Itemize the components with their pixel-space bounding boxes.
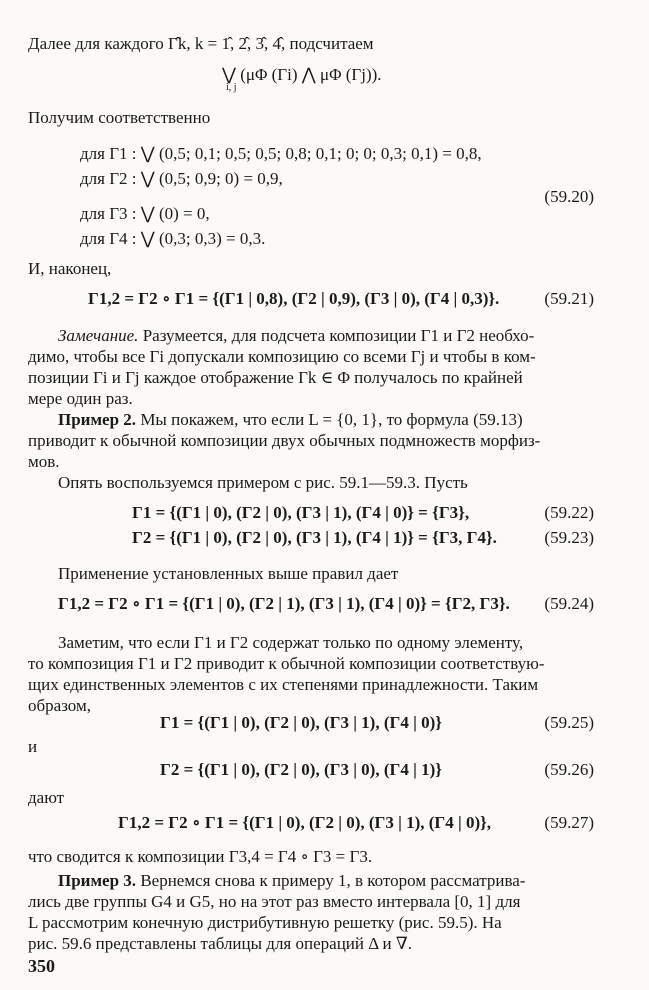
text-line: дают bbox=[28, 788, 65, 807]
text-line: L рассмотрим конечную дистрибутивную решетку (рис. 59.5). На bbox=[28, 913, 502, 932]
equation-number: (59.21) bbox=[544, 289, 594, 308]
equation-59-21: Γ1,2 = Γ2 ∘ Γ1 = {(Γ1 | 0,8), (Γ2 | 0,9), (Γ3 | 0), (Γ4 | 0,3)}. bbox=[88, 289, 500, 308]
formula-max-min: ⋁ (μΦ (Γi) ⋀ μΦ (Γj)). bbox=[222, 65, 382, 84]
page-number: 350 bbox=[28, 956, 55, 976]
text-line: Далее для каждого Γ̂k, k = 1̂, 2̂, 3̂, 4̂, подсчитаем bbox=[28, 34, 374, 53]
text-line: Применение установленных выше правил дает bbox=[58, 564, 399, 583]
remark-line bbox=[58, 325, 534, 347]
example-line bbox=[58, 409, 523, 431]
equation-number: (59.22) bbox=[544, 503, 594, 522]
formula-subscript: i, j bbox=[226, 82, 237, 93]
equation-59-22: Γ1 = {(Γ1 | 0), (Γ2 | 0), (Γ3 | 1), (Γ4 | 0)} = {Γ3}, bbox=[132, 503, 470, 522]
text-line: Опять воспользуемся примером с рис. 59.1—59.3. Пусть bbox=[58, 473, 468, 492]
equation-number: (59.27) bbox=[544, 813, 594, 832]
equation-number: (59.20) bbox=[544, 187, 594, 206]
text-line: позиции Γi и Γj каждое отображение Γk ∈ Φ получалось по крайней bbox=[28, 368, 523, 387]
equation-59-27: Γ1,2 = Γ2 ∘ Γ1 = {(Γ1 | 0), (Γ2 | 0), (Γ3 | 1), (Γ4 | 0)}, bbox=[118, 813, 492, 832]
gamma1-line: для Γ1 : ⋁ (0,5; 0,1; 0,5; 0,5; 0,8; 0,1; 0; 0; 0,3; 0,1) = 0,8, bbox=[80, 144, 482, 163]
example-text: Мы покажем, что если L = {0, 1}, то формула (59.13) bbox=[136, 410, 523, 429]
example-label: Пример 2. bbox=[58, 410, 137, 429]
text-line: то композиция Γ1 и Γ2 приводит к обычной композиции соответствую- bbox=[28, 654, 545, 673]
text-line: лись две группы G4 и G5, но на этот раз вместо интервала [0, 1] для bbox=[28, 892, 521, 911]
example-text: Вернемся снова к примеру 1, в котором рассматрива- bbox=[136, 871, 526, 890]
text-line: что сводится к композиции Γ3,4 = Γ4 ∘ Γ3 = Γ3. bbox=[28, 847, 373, 866]
text-line: мере один раз. bbox=[28, 389, 133, 408]
equation-number: (59.26) bbox=[544, 760, 594, 779]
text-line: И, наконец, bbox=[28, 259, 112, 278]
text-line: Получим соответственно bbox=[28, 108, 211, 127]
text-line: и bbox=[28, 737, 38, 756]
equation-number: (59.23) bbox=[544, 528, 594, 547]
equation-number: (59.25) bbox=[544, 713, 594, 732]
remark-text: Разумеется, для подсчета композиции Γ1 и Γ2 необхо- bbox=[138, 326, 535, 345]
text-line: приводит к обычной композиции двух обычных подмножеств морфиз- bbox=[28, 431, 541, 450]
example-label: Пример 3. bbox=[58, 871, 137, 890]
text-line: щих единственных элементов с их степенями принадлежности. Таким bbox=[28, 675, 539, 694]
equation-number: (59.24) bbox=[544, 594, 594, 613]
equation-59-23: Γ2 = {(Γ1 | 0), (Γ2 | 0), (Γ3 | 1), (Γ4 | 1)} = {Γ3, Γ4}. bbox=[132, 528, 497, 547]
gamma2-line: для Γ2 : ⋁ (0,5; 0,9; 0) = 0,9, bbox=[80, 169, 283, 188]
example-line bbox=[58, 870, 525, 892]
text-line: рис. 59.6 представлены таблицы для операций Δ и ∇. bbox=[28, 934, 412, 953]
gamma3-line: для Γ3 : ⋁ (0) = 0, bbox=[80, 204, 210, 223]
equation-59-25: Γ1 = {(Γ1 | 0), (Γ2 | 0), (Γ3 | 1), (Γ4 | 0)} bbox=[160, 713, 442, 732]
text-line: мов. bbox=[28, 452, 60, 471]
equation-59-26: Γ2 = {(Γ1 | 0), (Γ2 | 0), (Γ3 | 0), (Γ4 | 1)} bbox=[160, 760, 442, 779]
gamma4-line: для Γ4 : ⋁ (0,3; 0,3) = 0,3. bbox=[80, 229, 266, 248]
text-line: димо, чтобы все Γi допускали композицию со всеми Γj и чтобы в ком- bbox=[28, 347, 536, 366]
text-line: образом, bbox=[28, 696, 91, 715]
text-line: Заметим, что если Γ1 и Γ2 содержат только по одному элементу, bbox=[58, 633, 524, 652]
equation-59-24: Γ1,2 = Γ2 ∘ Γ1 = {(Γ1 | 0), (Γ2 | 1), (Γ3 | 1), (Γ4 | 0)} = {Γ2, Γ3}. bbox=[58, 594, 510, 613]
remark-label: Замечание. bbox=[58, 326, 139, 345]
